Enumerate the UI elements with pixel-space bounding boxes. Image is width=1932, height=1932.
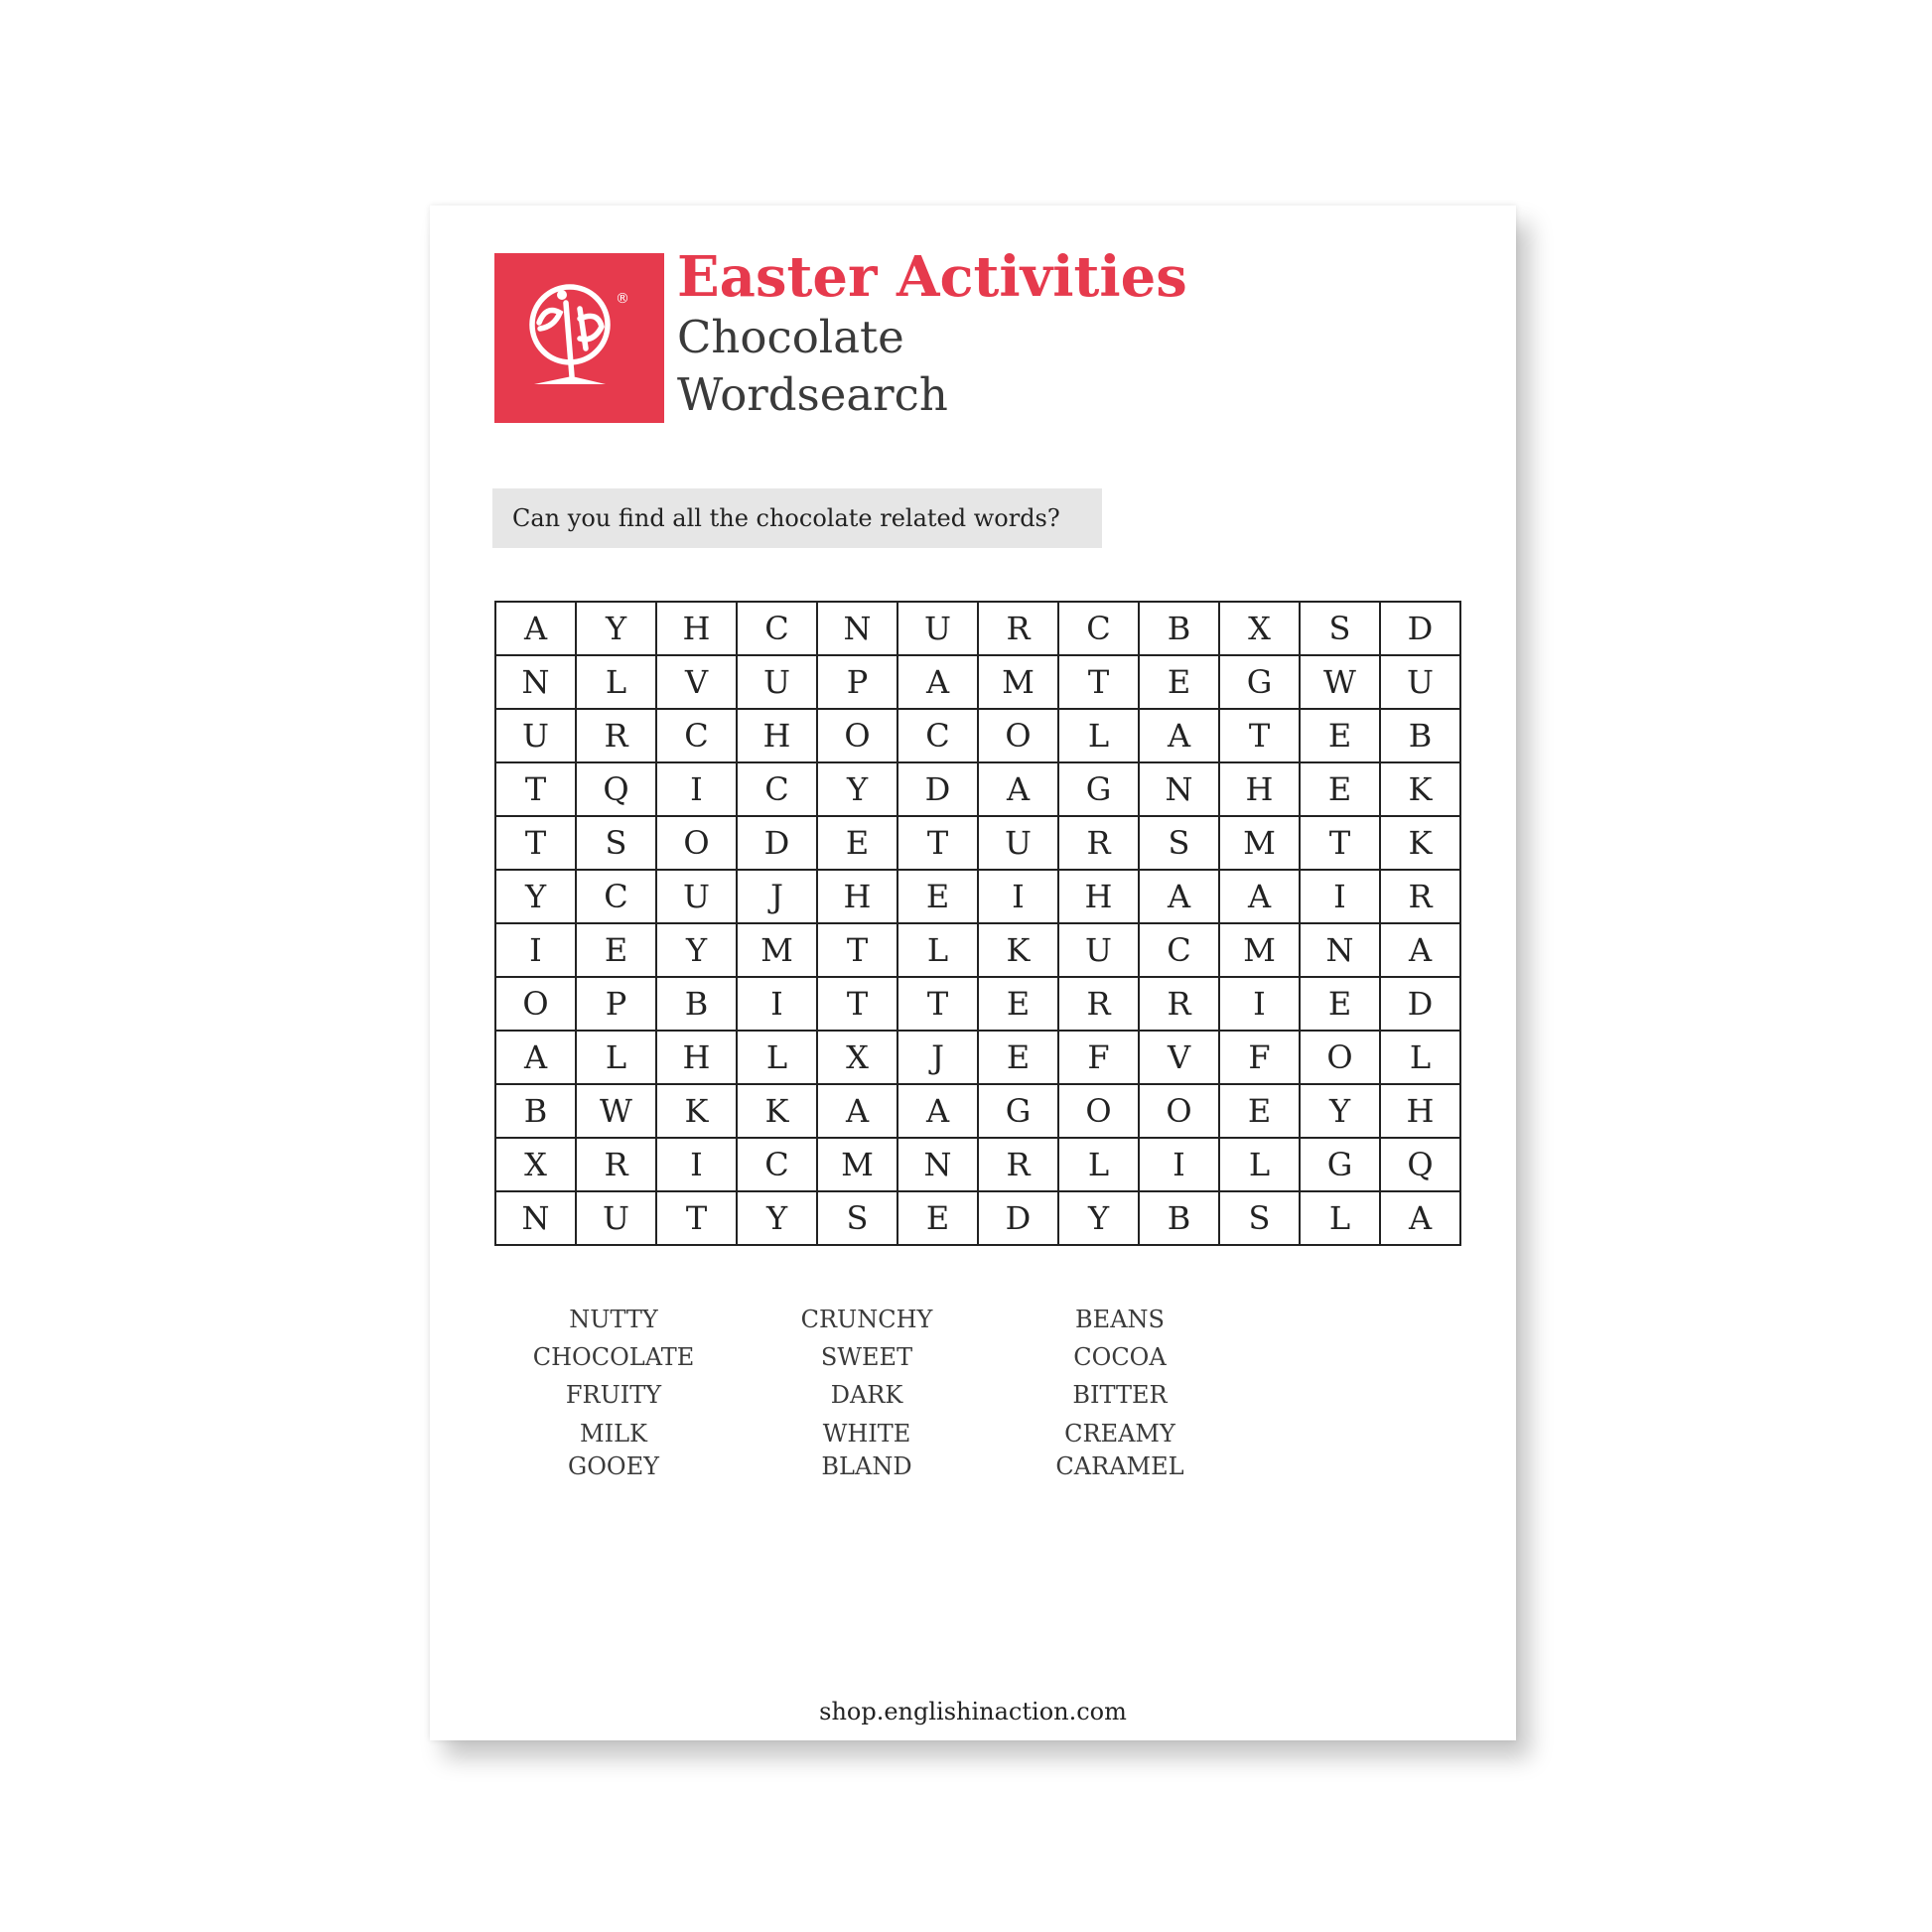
grid-cell: A xyxy=(897,655,978,709)
worksheet-page xyxy=(430,206,1516,1740)
grid-cell: S xyxy=(1139,816,1219,870)
grid-cell: C xyxy=(737,762,817,816)
grid-cell: T xyxy=(495,762,576,816)
grid-cell: X xyxy=(495,1138,576,1191)
grid-row xyxy=(495,1084,1460,1138)
grid-cell: N xyxy=(1300,923,1380,977)
grid-cell: E xyxy=(817,816,897,870)
page-heading xyxy=(677,245,1187,424)
grid-cell: D xyxy=(737,816,817,870)
grid-cell: A xyxy=(495,1031,576,1084)
grid-cell: T xyxy=(817,923,897,977)
grid-cell: O xyxy=(495,977,576,1031)
grid-cell: H xyxy=(1058,870,1139,923)
grid-cell: M xyxy=(737,923,817,977)
word-list-item: SWEET xyxy=(820,1343,913,1371)
grid-row xyxy=(495,816,1460,870)
grid-cell: G xyxy=(1058,762,1139,816)
page-subtitle-line2: Wordsearch xyxy=(677,368,948,421)
grid-cell: T xyxy=(495,816,576,870)
grid-cell: B xyxy=(1139,1191,1219,1245)
grid-cell: E xyxy=(897,870,978,923)
grid-cell: T xyxy=(1058,655,1139,709)
grid-cell: U xyxy=(656,870,737,923)
grid-row xyxy=(495,709,1460,762)
grid-cell: R xyxy=(978,602,1058,655)
grid-cell: O xyxy=(656,816,737,870)
grid-cell: L xyxy=(1058,1138,1139,1191)
grid-cell: C xyxy=(656,709,737,762)
grid-cell: E xyxy=(978,977,1058,1031)
grid-cell: V xyxy=(1139,1031,1219,1084)
grid-cell: C xyxy=(897,709,978,762)
grid-cell: L xyxy=(897,923,978,977)
grid-cell: A xyxy=(1219,870,1300,923)
grid-cell: R xyxy=(1058,816,1139,870)
word-list-item: COCOA xyxy=(1073,1343,1167,1371)
grid-cell: M xyxy=(817,1138,897,1191)
english-in-action-logo-icon xyxy=(494,253,664,423)
grid-cell: Y xyxy=(737,1191,817,1245)
grid-cell: I xyxy=(495,923,576,977)
grid-cell: L xyxy=(576,655,656,709)
grid-cell: Y xyxy=(1300,1084,1380,1138)
word-list-item: BEANS xyxy=(1075,1306,1165,1333)
grid-cell: T xyxy=(656,1191,737,1245)
grid-cell: U xyxy=(978,816,1058,870)
grid-cell: R xyxy=(576,709,656,762)
word-list-item: CHOCOLATE xyxy=(532,1343,695,1371)
grid-cell: B xyxy=(656,977,737,1031)
grid-cell: J xyxy=(737,870,817,923)
grid-cell: U xyxy=(1380,655,1460,709)
grid-cell: L xyxy=(1058,709,1139,762)
grid-cell: Y xyxy=(817,762,897,816)
grid-cell: I xyxy=(1300,870,1380,923)
grid-cell: I xyxy=(656,1138,737,1191)
wordsearch-grid xyxy=(494,601,1461,1246)
grid-cell: N xyxy=(1139,762,1219,816)
grid-cell: K xyxy=(978,923,1058,977)
grid-cell: E xyxy=(1300,762,1380,816)
grid-cell: A xyxy=(495,602,576,655)
grid-cell: U xyxy=(576,1191,656,1245)
footer-url: shop.englishinaction.com xyxy=(819,1698,1127,1725)
grid-cell: E xyxy=(1139,655,1219,709)
grid-cell: L xyxy=(1219,1138,1300,1191)
grid-cell: C xyxy=(737,1138,817,1191)
grid-cell: H xyxy=(656,602,737,655)
word-list-item: CRUNCHY xyxy=(800,1306,933,1333)
grid-cell: G xyxy=(978,1084,1058,1138)
grid-cell: I xyxy=(1219,977,1300,1031)
grid-cell: T xyxy=(897,977,978,1031)
grid-cell: K xyxy=(1380,762,1460,816)
grid-cell: M xyxy=(1219,816,1300,870)
grid-cell: E xyxy=(897,1191,978,1245)
word-list-item: BLAND xyxy=(821,1452,912,1480)
grid-cell: B xyxy=(495,1084,576,1138)
word-list-item: FRUITY xyxy=(565,1381,662,1409)
grid-cell: L xyxy=(1380,1031,1460,1084)
instruction-text: Can you find all the chocolate related words? xyxy=(512,504,1060,532)
grid-cell: I xyxy=(737,977,817,1031)
grid-row xyxy=(495,923,1460,977)
grid-cell: K xyxy=(656,1084,737,1138)
grid-row xyxy=(495,1191,1460,1245)
word-list-item: WHITE xyxy=(822,1420,911,1448)
grid-cell: U xyxy=(1058,923,1139,977)
grid-cell: D xyxy=(978,1191,1058,1245)
grid-cell: M xyxy=(978,655,1058,709)
grid-cell: P xyxy=(817,655,897,709)
grid-cell: B xyxy=(1380,709,1460,762)
grid-cell: H xyxy=(1219,762,1300,816)
grid-cell: S xyxy=(1300,602,1380,655)
grid-cell: E xyxy=(978,1031,1058,1084)
grid-cell: O xyxy=(978,709,1058,762)
grid-cell: G xyxy=(1219,655,1300,709)
grid-cell: T xyxy=(817,977,897,1031)
grid-cell: R xyxy=(978,1138,1058,1191)
instruction-banner xyxy=(492,488,1102,548)
page-title: Easter Activities xyxy=(677,244,1187,310)
grid-cell: Q xyxy=(1380,1138,1460,1191)
grid-cell: Q xyxy=(576,762,656,816)
grid-cell: W xyxy=(1300,655,1380,709)
grid-cell: Y xyxy=(656,923,737,977)
grid-cell: Y xyxy=(495,870,576,923)
grid-cell: O xyxy=(817,709,897,762)
grid-cell: X xyxy=(817,1031,897,1084)
grid-cell: T xyxy=(897,816,978,870)
grid-cell: L xyxy=(737,1031,817,1084)
word-list-item: CARAMEL xyxy=(1055,1452,1184,1480)
word-list-item: CREAMY xyxy=(1064,1420,1175,1448)
grid-cell: F xyxy=(1058,1031,1139,1084)
grid-cell: A xyxy=(817,1084,897,1138)
grid-cell: H xyxy=(737,709,817,762)
word-list-item: BITTER xyxy=(1072,1381,1168,1409)
grid-row xyxy=(495,762,1460,816)
grid-cell: Y xyxy=(576,602,656,655)
grid-cell: H xyxy=(656,1031,737,1084)
grid-cell: A xyxy=(1139,709,1219,762)
grid-cell: D xyxy=(897,762,978,816)
grid-cell: S xyxy=(576,816,656,870)
grid-row xyxy=(495,1031,1460,1084)
grid-cell: O xyxy=(1058,1084,1139,1138)
grid-cell: D xyxy=(1380,977,1460,1031)
grid-cell: C xyxy=(576,870,656,923)
grid-cell: I xyxy=(1139,1138,1219,1191)
grid-cell: S xyxy=(817,1191,897,1245)
grid-row xyxy=(495,655,1460,709)
grid-cell: A xyxy=(1380,1191,1460,1245)
grid-cell: E xyxy=(1219,1084,1300,1138)
grid-cell: M xyxy=(1219,923,1300,977)
grid-cell: B xyxy=(1139,602,1219,655)
grid-cell: L xyxy=(1300,1191,1380,1245)
grid-cell: D xyxy=(1380,602,1460,655)
grid-cell: R xyxy=(1139,977,1219,1031)
grid-cell: N xyxy=(897,1138,978,1191)
grid-cell: C xyxy=(1139,923,1219,977)
grid-cell: N xyxy=(495,655,576,709)
grid-row xyxy=(495,870,1460,923)
grid-cell: H xyxy=(1380,1084,1460,1138)
grid-cell: U xyxy=(495,709,576,762)
grid-cell: U xyxy=(737,655,817,709)
grid-cell: F xyxy=(1219,1031,1300,1084)
grid-cell: V xyxy=(656,655,737,709)
grid-cell: T xyxy=(1300,816,1380,870)
grid-cell: R xyxy=(576,1138,656,1191)
grid-cell: Y xyxy=(1058,1191,1139,1245)
grid-cell: A xyxy=(897,1084,978,1138)
grid-cell: C xyxy=(1058,602,1139,655)
grid-cell: G xyxy=(1300,1138,1380,1191)
grid-row xyxy=(495,1138,1460,1191)
grid-cell: I xyxy=(978,870,1058,923)
word-list-item: MILK xyxy=(580,1420,647,1448)
grid-row xyxy=(495,977,1460,1031)
grid-cell: E xyxy=(1300,709,1380,762)
grid-cell: N xyxy=(495,1191,576,1245)
grid-cell: A xyxy=(978,762,1058,816)
grid-cell: U xyxy=(897,602,978,655)
grid-cell: J xyxy=(897,1031,978,1084)
registered-mark: ® xyxy=(616,291,629,307)
grid-cell: K xyxy=(1380,816,1460,870)
grid-cell: O xyxy=(1139,1084,1219,1138)
grid-cell: E xyxy=(576,923,656,977)
grid-cell: W xyxy=(576,1084,656,1138)
grid-cell: I xyxy=(656,762,737,816)
grid-cell: C xyxy=(737,602,817,655)
word-list-item: NUTTY xyxy=(569,1306,658,1333)
grid-cell: K xyxy=(737,1084,817,1138)
grid-cell: T xyxy=(1219,709,1300,762)
grid-cell: R xyxy=(1380,870,1460,923)
grid-cell: A xyxy=(1139,870,1219,923)
grid-cell: A xyxy=(1380,923,1460,977)
grid-cell: S xyxy=(1219,1191,1300,1245)
page-subtitle-line1: Chocolate xyxy=(677,311,904,363)
grid-cell: O xyxy=(1300,1031,1380,1084)
word-list-item: GOOEY xyxy=(568,1452,659,1480)
grid-cell: H xyxy=(817,870,897,923)
logo xyxy=(494,253,664,423)
grid-cell: P xyxy=(576,977,656,1031)
grid-cell: X xyxy=(1219,602,1300,655)
word-list-item: DARK xyxy=(830,1381,903,1409)
grid-cell: E xyxy=(1300,977,1380,1031)
grid-cell: N xyxy=(817,602,897,655)
grid-row xyxy=(495,602,1460,655)
grid-cell: R xyxy=(1058,977,1139,1031)
grid-cell: L xyxy=(576,1031,656,1084)
